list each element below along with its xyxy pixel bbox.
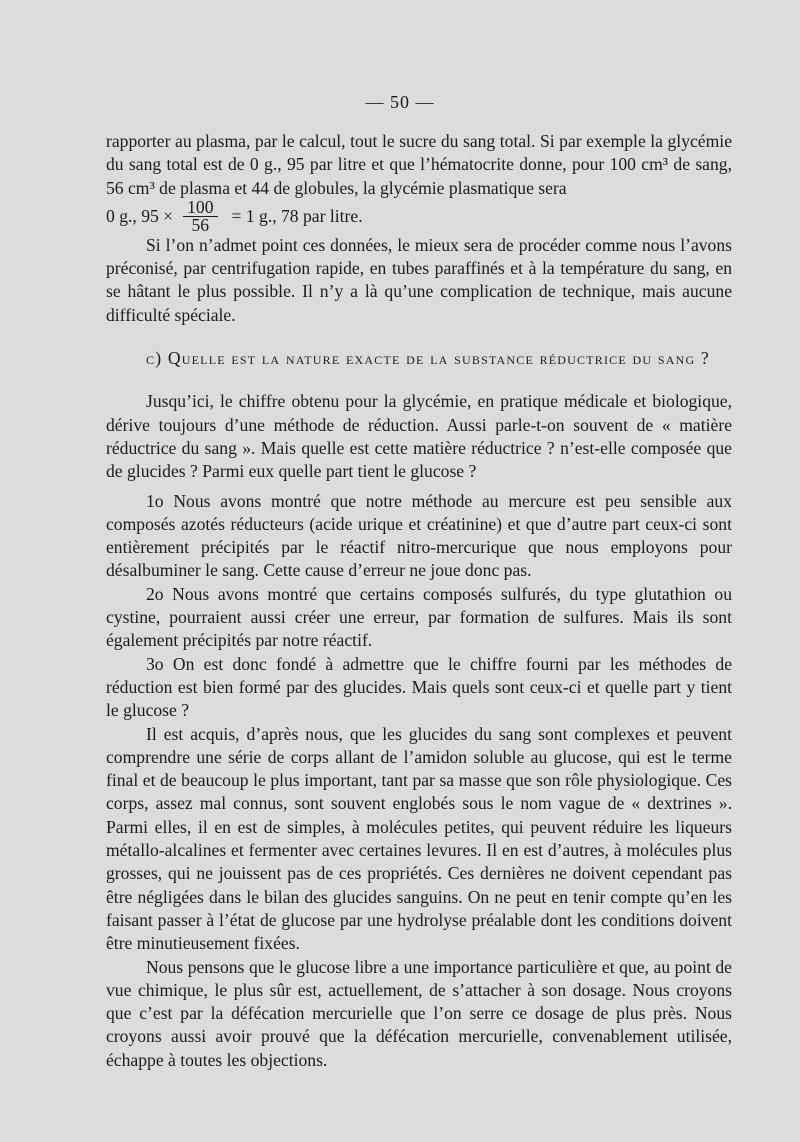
page-number: — 50 — bbox=[365, 92, 435, 112]
paragraph-continuation: rapporter au plasma, par le calcul, tout le sucre du sang total. Si par exemple la glycémie du sang total est de 0 g., 95 par litre et que l’hématocrite donne, pour 100 cm³ de sang, 56 cm³ de plasma et 44 de globules, la glycémie plasmatique sera bbox=[106, 131, 732, 198]
section-heading: c) Quelle est la nature exacte de la substance réductrice du sang ? bbox=[146, 348, 710, 369]
paragraph: Jusqu’ici, le chiffre obtenu pour la glycémie, en pratique médicale et biologique, dérive toujours d’une méthode de réduction. Aussi parle-t-on souvent de « matière réductrice du sang ». Mais quelle est cette matière réductrice ? n’est-elle composée que de glucides ? Parmi eux quelle part tient le glucose ? bbox=[106, 391, 732, 482]
paragraph: Il est acquis, d’après nous, que les glucides du sang sont complexes et peuvent comprendre une série de corps allant de l’amidon soluble au glucose, qui est le terme final et de beaucoup le plus important, tant par sa masse que son rôle physiologique. Ces corps, assez mal connus, sont souvent englobés sous le nom vague de « dextrines ». Parmi elles, il en est de simples, à molécules petites, qui peuvent réduire les liqueurs métallo-alcalines et fermenter avec certaines levures. Il en est d’autres, à molécules plus grosses, qui ne jouissent pas de ces propriétés. Ces dernières ne doivent cependant pas être négligées dans le bilan des glucides sanguins. On ne peut en tenir compte qu’en les faisant passer à l’état de glucose par une hydrolyse préalable dont les conditions doivent être minutieusement fixées. bbox=[106, 723, 732, 954]
paragraph: 3o On est donc fondé à admettre que le chiffre fourni par les méthodes de réduction est bien formé par des glucides. Mais quels sont ceux-ci et quelle part y tient le glucose ? bbox=[106, 653, 732, 721]
paragraph: Si l’on n’admet point ces données, le mieux sera de procéder comme nous l’avons préconisé, par centrifugation rapide, en tubes paraffinés et à la température du sang, en se hâtant le plus possible. Il n’y a là qu’une complication de technique, mais aucune difficulté spéciale. bbox=[106, 234, 732, 325]
formula bbox=[106, 197, 732, 236]
fraction-denominator: 56 bbox=[191, 215, 210, 236]
paragraph: 1o Nous avons montré que notre méthode au mercure est peu sensible aux composés azotés réducteurs (acide urique et créatinine) et que d’autre part ceux-ci sont entièrement précipités par le réactif nitro-mercurique que nous employons pour désalbuminer le sang. Cette cause d’erreur ne joue donc pas. bbox=[106, 490, 732, 581]
formula-suffix: = 1 g., 78 par litre. bbox=[231, 206, 363, 227]
body-text bbox=[106, 130, 732, 1072]
formula-fraction bbox=[183, 199, 217, 234]
formula-prefix: 0 g., 95 × bbox=[106, 206, 174, 227]
paragraph: 2o Nous avons montré que certains composés sulfurés, du type glutathion ou cystine, pourraient aussi créer une erreur, par formation de sulfures. Mais ils sont également précipités par notre réactif. bbox=[106, 583, 732, 651]
fraction-numerator: 100 bbox=[183, 199, 217, 217]
paragraph: Nous pensons que le glucose libre a une importance particulière et que, au point de vue chimique, le plus sûr est, actuellement, de s’attacher à son dosage. Nous croyons que c’est par la défécation mercurielle que l’on serre ce dosage de plus près. Nous croyons aussi avoir prouvé que la défécation mercurielle, convenablement utilisée, échappe à toutes les objections. bbox=[106, 956, 732, 1070]
